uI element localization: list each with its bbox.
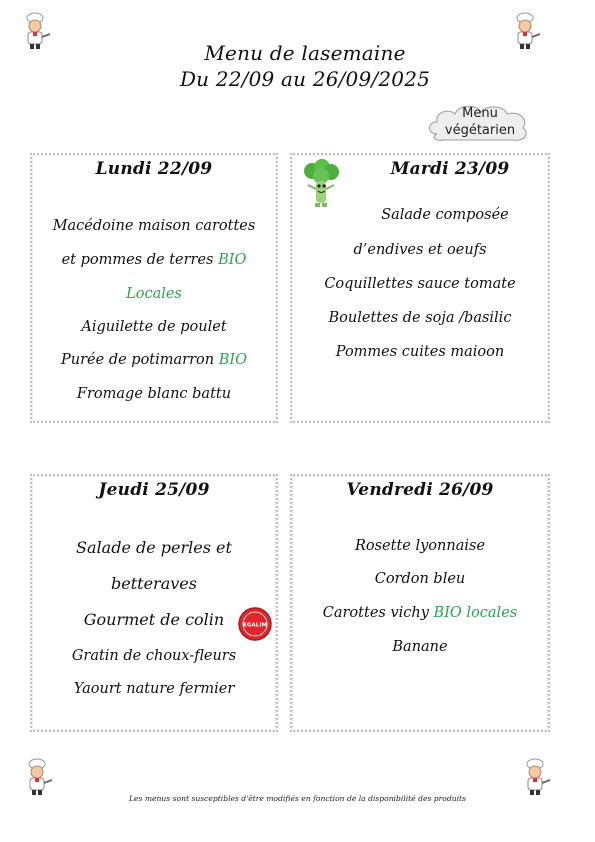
menu-card-friday bbox=[290, 474, 550, 732]
local-label: Locales bbox=[126, 286, 182, 302]
menu-line: Boulettes de soja /basilic bbox=[328, 310, 512, 326]
menu-card-monday bbox=[30, 153, 278, 423]
menu-line: Coquillettes sauce tomate bbox=[324, 276, 516, 292]
vegetarian-badge bbox=[430, 105, 530, 139]
day-title: Mardi 23/09 bbox=[390, 159, 510, 179]
menu-line: betteraves bbox=[111, 574, 197, 593]
menu-line: Gourmet de colin bbox=[83, 610, 225, 629]
day-title: Lundi 22/09 bbox=[95, 159, 213, 179]
menu-card-thursday bbox=[30, 474, 278, 732]
menu-line: Rosette lyonnaise bbox=[354, 538, 486, 554]
menu-line bbox=[32, 252, 276, 268]
menu-line: Cordon bleu bbox=[374, 571, 466, 587]
egalim-stamp-icon bbox=[237, 606, 273, 642]
bio-label: BIO bbox=[218, 352, 247, 368]
chef-icon bbox=[508, 12, 542, 50]
menu-line-text: et pommes de terres bbox=[61, 252, 214, 268]
bio-label: BIO locales bbox=[433, 605, 518, 621]
chef-icon bbox=[518, 758, 552, 796]
footer-note: Les menus sont susceptibles d'être modifiés en fonction de la disponibilité des produits bbox=[128, 794, 466, 803]
menu-line-text: Purée de potimarron bbox=[61, 352, 215, 368]
egalim-stamp-text: EGALIM bbox=[243, 622, 267, 629]
broccoli-icon bbox=[300, 159, 342, 209]
day-title: Jeudi 25/09 bbox=[98, 480, 210, 500]
menu-line: Yaourt nature fermier bbox=[73, 681, 235, 697]
menu-line bbox=[292, 605, 548, 621]
bio-label: BIO bbox=[218, 252, 247, 268]
menu-line: Banane bbox=[392, 639, 448, 655]
menu-line: Macédoine maison carottes bbox=[52, 218, 256, 234]
day-title: Vendredi 26/09 bbox=[346, 480, 494, 500]
vegetarian-badge-line1: Menu bbox=[462, 106, 498, 121]
chef-icon bbox=[20, 758, 54, 796]
menu-line: Pommes cuites maioon bbox=[335, 344, 505, 360]
menu-line: Aiguilette de poulet bbox=[81, 319, 227, 335]
menu-line-text: Carottes vichy bbox=[322, 605, 429, 621]
date-range: Du 22/09 au 26/09/2025 bbox=[179, 67, 431, 91]
menu-line bbox=[32, 352, 276, 368]
menu-line: Fromage blanc battu bbox=[76, 386, 232, 402]
chef-icon bbox=[18, 12, 52, 50]
vegetarian-badge-line2: végétarien bbox=[444, 123, 516, 138]
page-title: Menu de lasemaine bbox=[204, 41, 406, 65]
menu-line: d’endives et oeufs bbox=[353, 242, 487, 258]
menu-line: Salade composée bbox=[381, 207, 509, 223]
menu-line: Gratin de choux-fleurs bbox=[71, 648, 237, 664]
menu-card-tuesday bbox=[290, 153, 550, 423]
menu-line: Salade de perles et bbox=[76, 538, 232, 557]
